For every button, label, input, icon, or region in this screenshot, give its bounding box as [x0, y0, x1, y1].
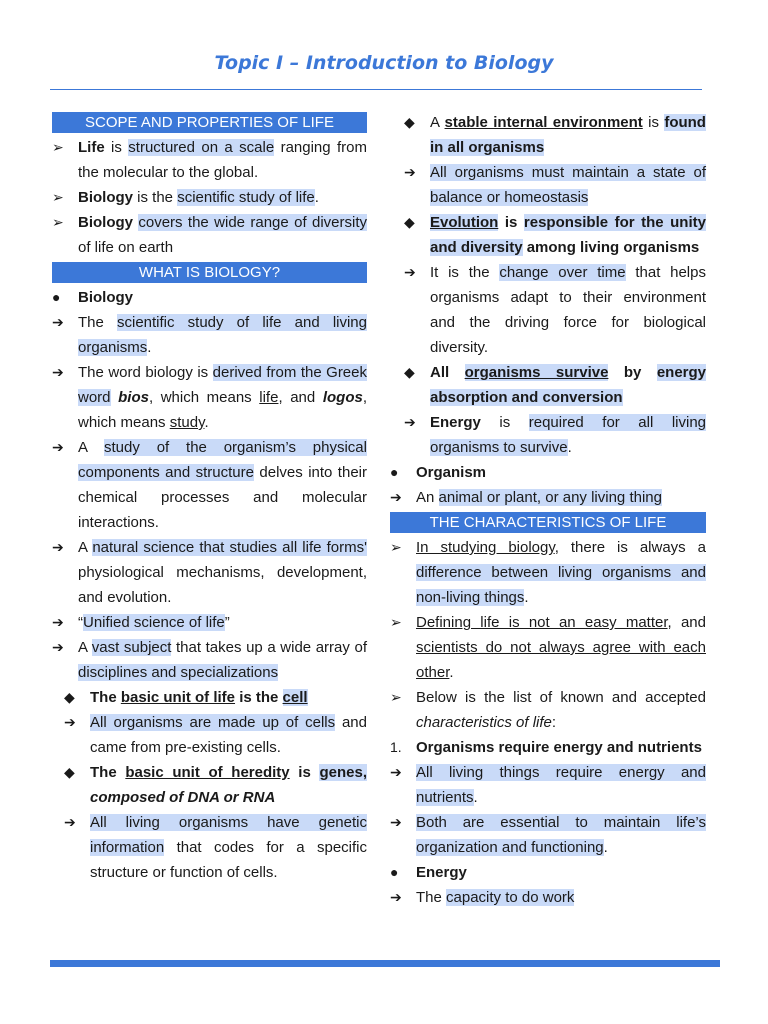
text-run: An — [416, 489, 439, 506]
list-item — [52, 185, 367, 210]
bullet-marker: ➔ — [52, 614, 64, 630]
list-item — [390, 610, 706, 685]
text-run: covers the wide range of diversity — [138, 214, 367, 231]
text-run: It is the — [430, 264, 500, 281]
text-run: is the — [133, 189, 178, 206]
text-run: : — [551, 714, 557, 731]
text-run: Below is the list of known and accepted — [416, 689, 706, 706]
list-item — [390, 460, 706, 485]
bullet-marker: ➔ — [390, 814, 402, 830]
text-run: scientists do not always agree with each other — [416, 639, 706, 681]
bullet-marker: ➔ — [390, 489, 402, 505]
text-run: is — [104, 139, 129, 156]
list-item — [390, 110, 706, 160]
text-run: basic unit of life — [120, 689, 236, 706]
text-run: capacity to do work — [446, 889, 575, 906]
text-run: , there is always a — [554, 539, 706, 556]
text-run: The — [90, 764, 126, 781]
list-item — [52, 435, 367, 535]
section-header: THE CHARACTERISTICS OF LIFE — [390, 512, 706, 533]
bullet-marker: ● — [390, 864, 399, 880]
text-run: that takes up a wide array of — [171, 639, 367, 656]
text-run: Energy — [430, 414, 481, 431]
text-run: animal or plant, or any living thing — [438, 489, 662, 506]
list-item — [390, 535, 706, 610]
text-run: , and — [278, 389, 323, 406]
text-run: . — [524, 589, 529, 606]
list-item — [390, 760, 706, 810]
list-item — [52, 360, 367, 435]
text-run: is — [289, 764, 320, 781]
text-run: Biology — [78, 289, 133, 306]
text-run: is the — [235, 689, 283, 706]
text-run: ” — [224, 614, 230, 631]
list-item — [52, 210, 367, 260]
text-run: organisms survive — [464, 364, 609, 381]
text-run: The — [78, 314, 117, 331]
text-run: All organisms are made up of cells — [90, 714, 336, 731]
text-run: Biology — [78, 214, 133, 231]
text-run: physiological mechanisms, development, and evolution. — [78, 564, 367, 606]
list-item — [52, 635, 367, 685]
text-run: Defining life is not an easy matter — [416, 614, 668, 631]
bullet-marker: ➔ — [52, 314, 64, 330]
text-run: that codes for a specific structure or function of cells. — [90, 839, 367, 881]
list-item — [390, 485, 706, 510]
text-run: by — [608, 364, 657, 381]
bullet-marker: ➔ — [404, 264, 416, 280]
bullet-marker: ➔ — [52, 639, 64, 655]
section-header: WHAT IS BIOLOGY? — [52, 262, 367, 283]
bullet-marker: 1. — [390, 739, 402, 755]
bullet-marker: ➢ — [52, 214, 64, 230]
text-run: A — [78, 639, 92, 656]
title-rule — [50, 89, 702, 90]
text-run: is — [642, 114, 665, 131]
text-run: vast subject — [91, 639, 172, 656]
bullet-marker: ➔ — [64, 714, 76, 730]
text-run: of life on earth — [78, 239, 174, 256]
text-run: . — [204, 414, 209, 431]
bullet-marker: ➔ — [390, 764, 402, 780]
text-run: The — [90, 689, 121, 706]
text-run: and came from pre-existing cells. — [90, 714, 367, 756]
text-run: Evolution — [430, 214, 499, 231]
list-item — [390, 160, 706, 210]
text-run: Energy — [416, 864, 467, 881]
text-run: . — [603, 839, 608, 856]
list-item — [390, 810, 706, 860]
list-item — [52, 685, 367, 710]
section-header: SCOPE AND PROPERTIES OF LIFE — [52, 112, 367, 133]
bullet-marker: ➔ — [404, 414, 416, 430]
text-run: Both are essential to maintain life’s organization and functioning — [416, 814, 706, 856]
text-run: composed of DNA or RNA — [90, 789, 276, 806]
bullet-marker: ➔ — [390, 889, 402, 905]
bullet-marker: ◆ — [404, 114, 415, 130]
list-item — [52, 610, 367, 635]
page-title: Topic I – Introduction to Biology — [214, 52, 554, 74]
list-item — [52, 810, 367, 885]
list-item — [390, 860, 706, 885]
text-run: A — [430, 114, 445, 131]
text-run: logos — [322, 389, 363, 406]
text-run: responsible for the unity and diversity — [430, 214, 706, 256]
text-run: among living organisms — [522, 239, 700, 256]
text-run: natural science that studies all life forms' — [92, 539, 367, 556]
bullet-marker: ➔ — [52, 439, 64, 455]
text-run: The — [416, 889, 447, 906]
text-run: , and — [667, 614, 706, 631]
text-run: . — [449, 664, 454, 681]
text-run: cell — [282, 689, 308, 706]
text-run: . — [147, 339, 152, 356]
bullet-marker: ➔ — [52, 364, 64, 380]
text-run: A — [78, 439, 105, 456]
text-run: “ — [78, 614, 83, 631]
list-item — [52, 285, 367, 310]
text-run: bios — [118, 389, 149, 406]
footer-bar — [50, 960, 720, 967]
text-run: derived from the Greek word — [78, 364, 367, 406]
text-run: basic unit of heredity — [125, 764, 290, 781]
text-run: is — [480, 414, 529, 431]
bullet-marker: ➔ — [404, 164, 416, 180]
text-run: Organisms require energy and nutrients — [416, 739, 702, 756]
text-run: study — [169, 414, 205, 431]
bullet-marker: ➢ — [390, 689, 402, 705]
text-run: All — [430, 364, 465, 381]
text-run: study of the organism’s physical components and structure — [78, 439, 367, 481]
text-run: . — [314, 189, 319, 206]
text-run: structured on a scale — [128, 139, 275, 156]
bullet-marker: ● — [52, 289, 61, 305]
text-run: scientific study of life — [177, 189, 315, 206]
text-run: stable internal environment — [444, 114, 643, 131]
list-item — [390, 260, 706, 360]
list-item — [52, 710, 367, 760]
bullet-marker: ◆ — [64, 764, 75, 780]
bullet-marker: ◆ — [404, 214, 415, 230]
text-run: Unified science of life — [83, 614, 225, 631]
text-run: required for all living organisms to survive — [430, 414, 707, 456]
left-column — [52, 110, 367, 885]
text-run: Life — [78, 139, 105, 156]
text-run: , which means — [78, 389, 367, 431]
list-item — [390, 410, 706, 460]
text-run: All living things require energy and nutrients — [416, 764, 706, 806]
text-run — [111, 389, 119, 406]
text-run: Organism — [416, 464, 487, 481]
bullet-marker: ◆ — [404, 364, 415, 380]
text-run: scientific study of life and living organisms — [78, 314, 367, 356]
list-item — [390, 735, 706, 760]
text-run: is — [498, 214, 524, 231]
bullet-marker: ➔ — [52, 539, 64, 555]
right-column — [390, 110, 706, 910]
text-run: difference between living organisms and non-living things — [416, 564, 706, 606]
text-run: . — [473, 789, 478, 806]
list-item — [52, 760, 367, 810]
text-run: All living organisms have genetic information — [90, 814, 367, 856]
text-run: genes, — [319, 764, 367, 781]
bullet-marker: ➢ — [390, 539, 402, 555]
bullet-marker: ● — [390, 464, 399, 480]
bullet-marker: ➢ — [390, 614, 402, 630]
text-run: All organisms must maintain a state of balance or homeostasis — [430, 164, 706, 206]
text-run: energy absorption and conversion — [430, 364, 707, 406]
bullet-marker: ➔ — [64, 814, 76, 830]
list-item — [52, 310, 367, 360]
list-item — [390, 885, 706, 910]
text-run: , which means — [148, 389, 260, 406]
bullet-marker: ➢ — [52, 189, 64, 205]
text-run: . — [567, 439, 572, 456]
text-run: ranging from the molecular to the global. — [78, 139, 367, 181]
bullet-marker: ➢ — [52, 139, 64, 155]
list-item — [390, 210, 706, 260]
text-run: Biology — [78, 189, 133, 206]
text-run: A — [78, 539, 93, 556]
text-run: life — [259, 389, 279, 406]
text-run: characteristics of life — [416, 714, 552, 731]
list-item — [52, 135, 367, 185]
text-run: found in all organisms — [430, 114, 706, 156]
text-run: change over time — [499, 264, 626, 281]
bullet-marker: ◆ — [64, 689, 75, 705]
text-run: delves into their chemical processes and molecular interactions. — [78, 464, 367, 531]
text-run: The word biology is — [78, 364, 213, 381]
list-item — [52, 535, 367, 610]
text-run: In studying biology — [416, 539, 555, 556]
list-item — [390, 360, 706, 410]
text-run: disciplines and specializations — [78, 664, 279, 681]
text-run: that helps organisms adapt to their environment and the driving force for biological diversity. — [430, 264, 706, 356]
list-item — [390, 685, 706, 735]
